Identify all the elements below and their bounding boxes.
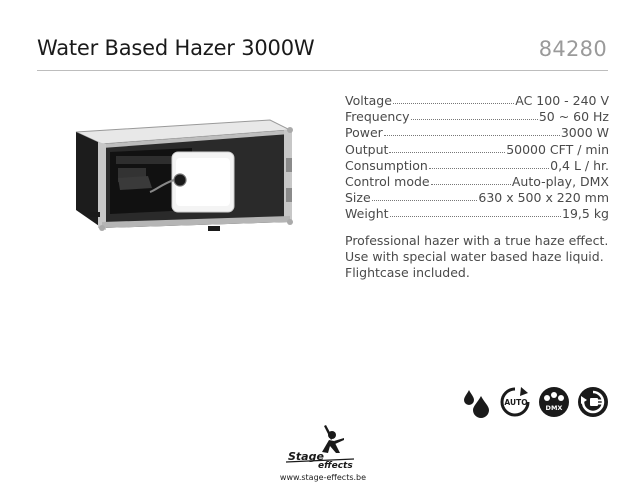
description-line: Flightcase included. — [345, 265, 470, 280]
spec-value: 50000 CFT / min — [506, 141, 609, 157]
product-image — [62, 118, 294, 233]
stage-effects-logo — [282, 420, 364, 470]
spec-row-power — [345, 125, 609, 141]
dot-leader — [431, 175, 511, 185]
logo-text-effects: effects — [318, 461, 353, 470]
feature-icons — [460, 382, 610, 422]
spec-value: 19,5 kg — [562, 206, 609, 222]
spec-row-frequency — [345, 109, 609, 125]
spec-value: 630 x 500 x 220 mm — [478, 190, 609, 206]
spec-row-output — [345, 142, 609, 158]
dmx-connector-icon — [538, 386, 570, 418]
spec-label: Voltage — [345, 93, 392, 108]
description-line: Use with special water based haze liquid. — [345, 249, 604, 264]
dot-leader — [384, 126, 560, 136]
product-code: 84280 — [538, 37, 607, 61]
dot-leader — [389, 143, 505, 153]
auto-label: AUTO — [504, 398, 528, 407]
spec-label: Size — [345, 190, 371, 206]
spec-value: 0,4 L / hr. — [550, 157, 609, 173]
spec-value: AC 100 - 240 V — [515, 93, 609, 108]
spec-table — [345, 93, 609, 223]
water-drops-icon — [460, 386, 492, 418]
spec-label: Power — [345, 125, 383, 141]
page-title: Water Based Hazer 3000W — [37, 36, 315, 60]
spec-row-weight — [345, 206, 609, 222]
power-plug-icon — [577, 386, 609, 418]
dot-leader — [429, 159, 549, 169]
auto-mode-icon — [499, 386, 531, 418]
spec-label: Output — [345, 141, 389, 157]
spec-label: Frequency — [345, 109, 410, 125]
spec-row-control-mode — [345, 174, 609, 190]
spec-row-size — [345, 190, 609, 206]
spec-value: 3000 W — [560, 125, 609, 141]
spec-value: 50 ~ 60 Hz — [538, 109, 609, 125]
website-url[interactable]: www.stage-effects.be — [279, 473, 367, 482]
spec-value: Auto-play, DMX — [511, 174, 609, 190]
dot-leader — [390, 207, 561, 217]
dot-leader — [411, 110, 538, 120]
spec-row-consumption — [345, 158, 609, 174]
spec-label: Control mode — [345, 174, 430, 190]
header-divider — [37, 70, 608, 71]
spec-label: Weight — [345, 206, 389, 222]
product-description — [345, 233, 615, 281]
description-line: Professional hazer with a true haze effect. — [345, 233, 609, 248]
logo-text-stage: Stage — [288, 450, 324, 463]
dot-leader — [393, 94, 514, 104]
spec-label: Consumption — [345, 157, 428, 173]
dmx-label: DMX — [545, 404, 563, 412]
dot-leader — [372, 191, 478, 201]
spec-row-voltage — [345, 93, 609, 109]
